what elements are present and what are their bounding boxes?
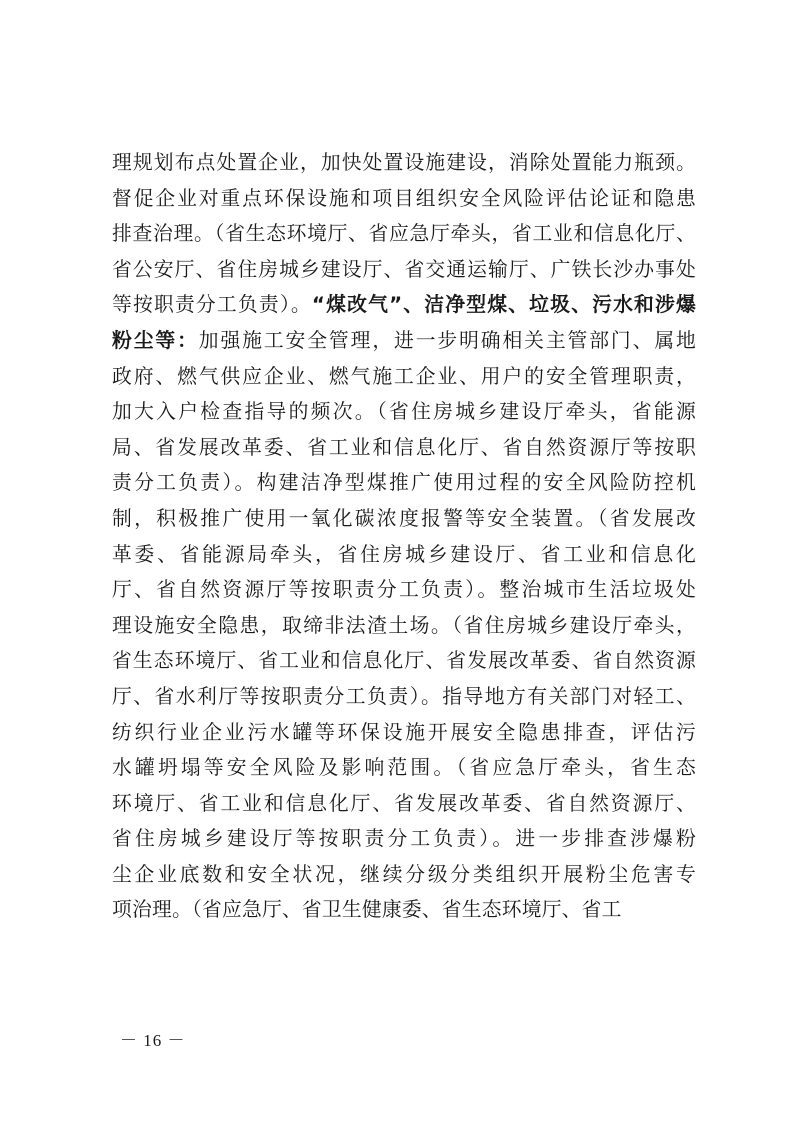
text-line-11: 制，积极推广使用一氧化碳浓度报警等安全装置。（省发展改: [112, 506, 696, 530]
text-line-15: 省生态环境厅、省工业和信息化厅、省发展改革委、省自然资源: [112, 649, 696, 673]
text-line-16: 厅、省水利厅等按职责分工负责）。指导地方有关部门对轻工、: [112, 684, 696, 708]
text-line-13: 厅、省自然资源厅等按职责分工负责）。整治城市生活垃圾处: [112, 578, 696, 602]
text-line-7: 政府、燃气供应企业、燃气施工企业、用户的安全管理职责，: [112, 364, 696, 388]
text-line-8: 加大入户检查指导的频次。（省住房城乡建设厅牵头，省能源: [112, 400, 696, 424]
text-line-19: 环境厅、省工业和信息化厅、省发展改革委、省自然资源厅、: [112, 791, 696, 815]
text-line-18: 水罐坍塌等安全风险及影响范围。（省应急厅牵头，省生态: [112, 756, 696, 780]
text-line-21: 尘企业底数和安全状况，继续分级分类组织开展粉尘危害专: [112, 862, 696, 886]
text-line-4: 省公安厅、省住房城乡建设厅、省交通运输厅、广铁长沙办事处: [112, 257, 696, 281]
text-line-10: 责分工负责）。构建洁净型煤推广使用过程的安全风险防控机: [112, 471, 696, 495]
text-line-3: 排查治理。（省生态环境厅、省应急厅牵头，省工业和信息化厅、: [112, 222, 696, 246]
text-line-6: 粉尘等：加强施工安全管理，进一步明确相关主管部门、属地: [112, 328, 696, 352]
text-line-20: 省住房城乡建设厅等按职责分工负责）。进一步排查涉爆粉: [112, 827, 696, 851]
body-text: [112, 145, 696, 928]
text-line-22: 项治理。（省应急厅、省卫生健康委、省生态环境厅、省工: [112, 898, 622, 922]
text-line-14: 理设施安全隐患，取缔非法渣土场。（省住房城乡建设厅牵头，: [112, 613, 696, 637]
text-line-17: 纺织行业企业污水罐等环保设施开展安全隐患排查，评估污: [112, 720, 696, 744]
text-line-5: 等按职责分工负责）。“煤改气”、洁净型煤、垃圾、污水和涉爆: [112, 293, 696, 317]
text-line-9: 局、省发展改革委、省工业和信息化厅、省自然资源厅等按职: [112, 435, 696, 459]
bold-heading-part-1: “煤改气”、洁净型煤、垃圾、污水和涉爆: [311, 293, 696, 317]
bold-heading-part-2: 粉尘等：: [112, 328, 199, 352]
page-number: － 16 －: [120, 1031, 186, 1050]
text-line-12: 革委、省能源局牵头，省住房城乡建设厅、省工业和信息化: [112, 542, 696, 566]
text-line-1: 理规划布点处置企业，加快处置设施建设，消除处置能力瓶颈。: [112, 151, 696, 174]
text-line-2: 督促企业对重点环保设施和项目组织安全风险评估论证和隐患: [112, 186, 696, 210]
